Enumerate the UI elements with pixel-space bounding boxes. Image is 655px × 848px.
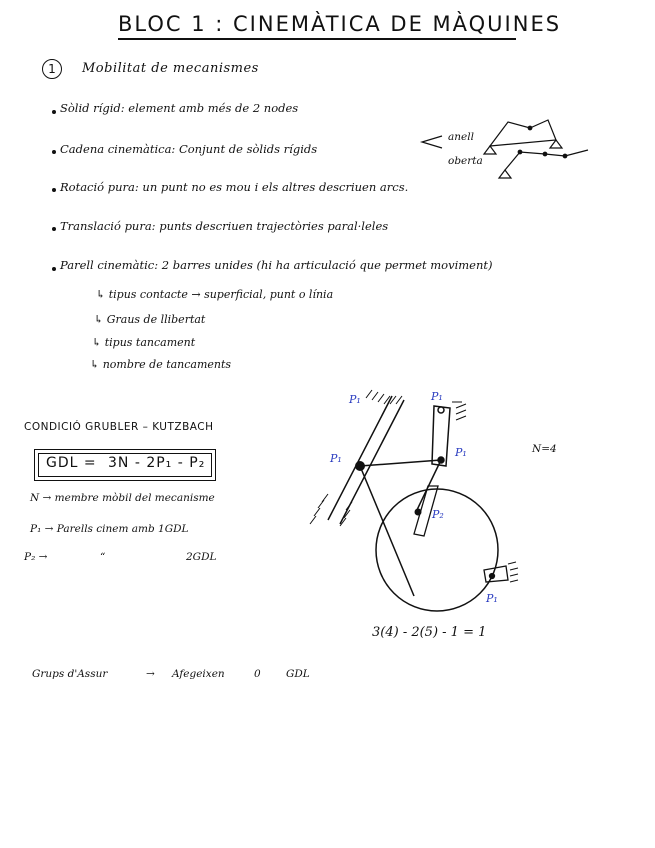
ground-hatch-icon (366, 390, 402, 404)
assur-arrow: → (146, 668, 155, 680)
closed-chain-icon (490, 120, 556, 146)
chain-sketch (422, 120, 588, 178)
bullet-kinematic-chain: Cadena cinemàtica: Conjunt de sòlids rígids (60, 142, 318, 156)
section-number: 1 (42, 59, 62, 79)
coupler-link (360, 460, 441, 596)
bullet-kinematic-pair: Parell cinemàtic: 2 barres unides (hi ha articulació que permet moviment) (60, 258, 493, 272)
dof-calculation: 3(4) - 2(5) - 1 = 1 (372, 625, 487, 640)
chain-open-label: oberta (448, 155, 483, 167)
wheel-ground-pin (484, 562, 518, 582)
definition-n: N → membre mòbil del mecanisme (30, 492, 215, 504)
label-p1-slider-pin: P₁ (330, 452, 342, 465)
assur-term: Grups d'Assur (32, 668, 108, 680)
section-title: Mobilitat de mecanismes (82, 61, 259, 76)
label-p1-rocker-bottom: P₁ (455, 446, 467, 459)
pair-subitem-dof: ↳ Graus de llibertat (94, 313, 206, 326)
pair-subitem-contact: ↳ tipus contacte → superficial, punt o línia (96, 288, 334, 301)
label-p1-rocker-top: P₁ (431, 390, 443, 403)
formula-lhs: GDL = (46, 455, 97, 471)
bullet-rigid-solid: Sòlid rígid: element amb més de 2 nodes (60, 101, 299, 115)
formula-rhs: 3N - 2P₁ - P₂ (108, 455, 206, 471)
wheel-pin-icon (415, 509, 422, 516)
definition-p2-dof: 2GDL (186, 551, 217, 563)
chain-brace-icon (422, 136, 442, 148)
definition-p2-ditto: “ (100, 551, 106, 563)
assur-value: 0 (254, 668, 261, 680)
label-p2-slot: P₂ (432, 508, 444, 521)
assur-unit: GDL (286, 668, 310, 680)
definition-p1: P₁ → Parells cinem amb 1GDL (30, 523, 189, 535)
pair-subitem-closure-type: ↳ tipus tancament (92, 336, 196, 349)
label-p1-slider: P₁ (349, 393, 361, 406)
n-value: N=4 (532, 443, 557, 455)
slider-guide (310, 390, 404, 526)
bullet-pure-translation: Translació pura: punts descriuen trajectòries paral·leles (60, 219, 389, 233)
definition-p2: P₂ → (24, 551, 48, 563)
label-p1-ground: P₁ (486, 592, 498, 605)
page-title: BLOC 1 : CINEMÀTICA DE MÀQUINES (118, 12, 562, 36)
open-chain-ground-icon (499, 170, 511, 178)
criterion-title: CONDICIÓ GRUBLER – KUTZBACH (24, 421, 214, 433)
assur-text: Afegeixen (172, 668, 225, 680)
pair-subitem-closure-number: ↳ nombre de tancaments (90, 358, 232, 371)
chain-closed-label: anell (448, 131, 474, 143)
bullet-pure-rotation: Rotació pura: un punt no es mou i els altres descriuen arcs. (60, 180, 409, 194)
